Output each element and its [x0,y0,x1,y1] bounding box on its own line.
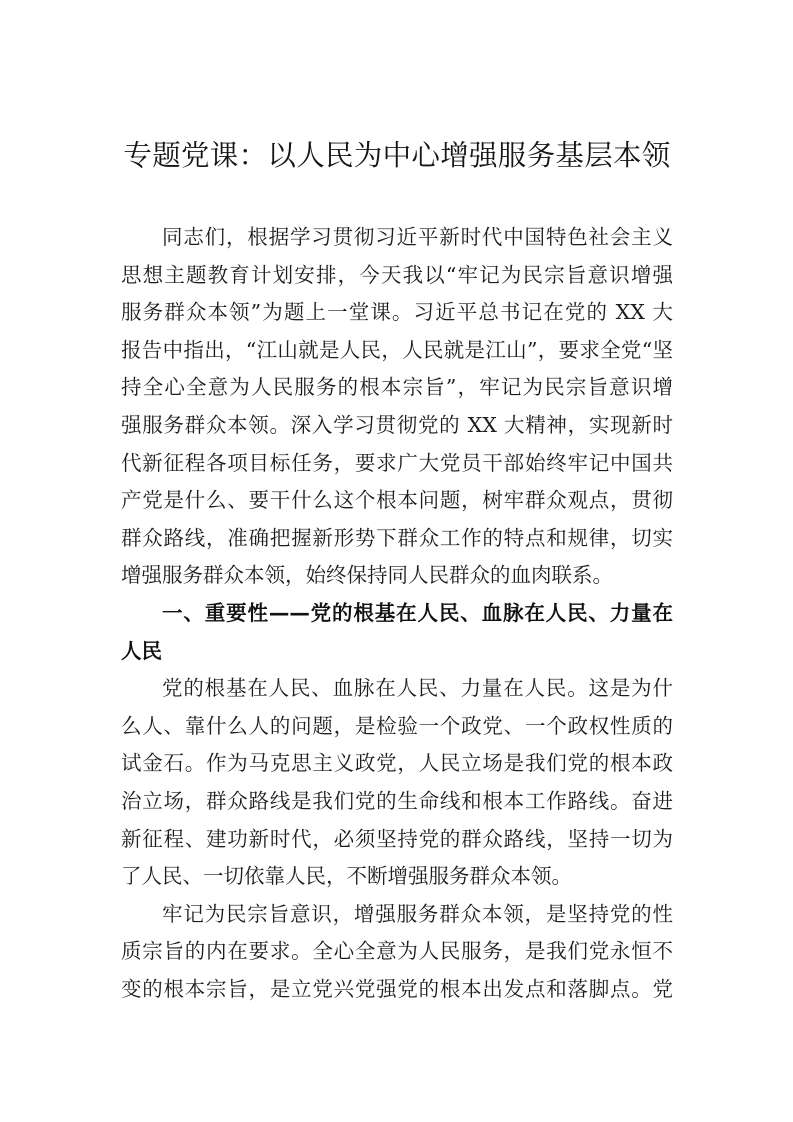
text-line: 增强服务群众本领，始终保持同人民群众的血肉联系。 [121,563,613,588]
text-line: 产党是什么、要干什么这个根本问题，树牢群众观点，贯彻 [121,488,673,513]
text-line: 群众路线，准确把握新形势下群众工作的特点和规律，切实 [121,525,673,550]
text-line: 党的根基在人民、血脉在人民、力量在人民。这是为什 [162,676,673,701]
text-line: 思想主题教育计划安排，今天我以“牢记为民宗旨意识增强 [121,262,673,287]
text-line: 质宗旨的内在要求。全心全意为人民服务，是我们党永恒不 [121,939,673,964]
paragraph-importance [121,670,673,896]
text-line: 新征程、建功新时代，必须坚持党的群众路线，坚持一切为 [121,826,673,851]
section-heading-1 [121,595,673,670]
document-body [121,219,673,1008]
text-line: 同志们，根据学习贯彻习近平新时代中国特色社会主义 [162,225,673,249]
text-line: 变的根本宗旨，是立党兴党强党的根本出发点和落脚点。党 [121,976,673,1001]
document-title: 专题党课：以人民为中心增强服务基层本领 [123,139,671,172]
text-line: 强服务群众本领。深入学习贯彻党的 XX 大精神，实现新时 [121,412,673,437]
text-line: 了人民、一切依靠人民，不断增强服务群众本领。 [121,864,572,889]
text-line: 持全心全意为人民服务的根本宗旨”，牢记为民宗旨意识增 [121,375,673,400]
paragraph-intro [121,219,673,595]
text-line: 牢记为民宗旨意识，增强服务群众本领，是坚持党的性 [162,901,673,926]
text-line: 代新征程各项目标任务，要求广大党员干部始终牢记中国共 [121,450,673,475]
text-line: 试金石。作为马克思主义政党，人民立场是我们党的根本政 [121,751,673,776]
heading-line: 一、重要性——党的根基在人民、血脉在人民、力量在 [162,600,673,625]
text-line: 报告中指出，“江山就是人民，人民就是江山”，要求全党“坚 [121,337,673,362]
text-line: 治立场，群众路线是我们党的生命线和根本工作路线。奋进 [121,788,673,813]
heading-line: 人民 [121,638,162,663]
text-line: 服务群众本领”为题上一堂课。习近平总书记在党的 XX 大 [121,300,673,325]
text-line: 么人、靠什么人的问题，是检验一个政党、一个政权性质的 [121,713,673,738]
paragraph-purpose [121,896,673,1009]
